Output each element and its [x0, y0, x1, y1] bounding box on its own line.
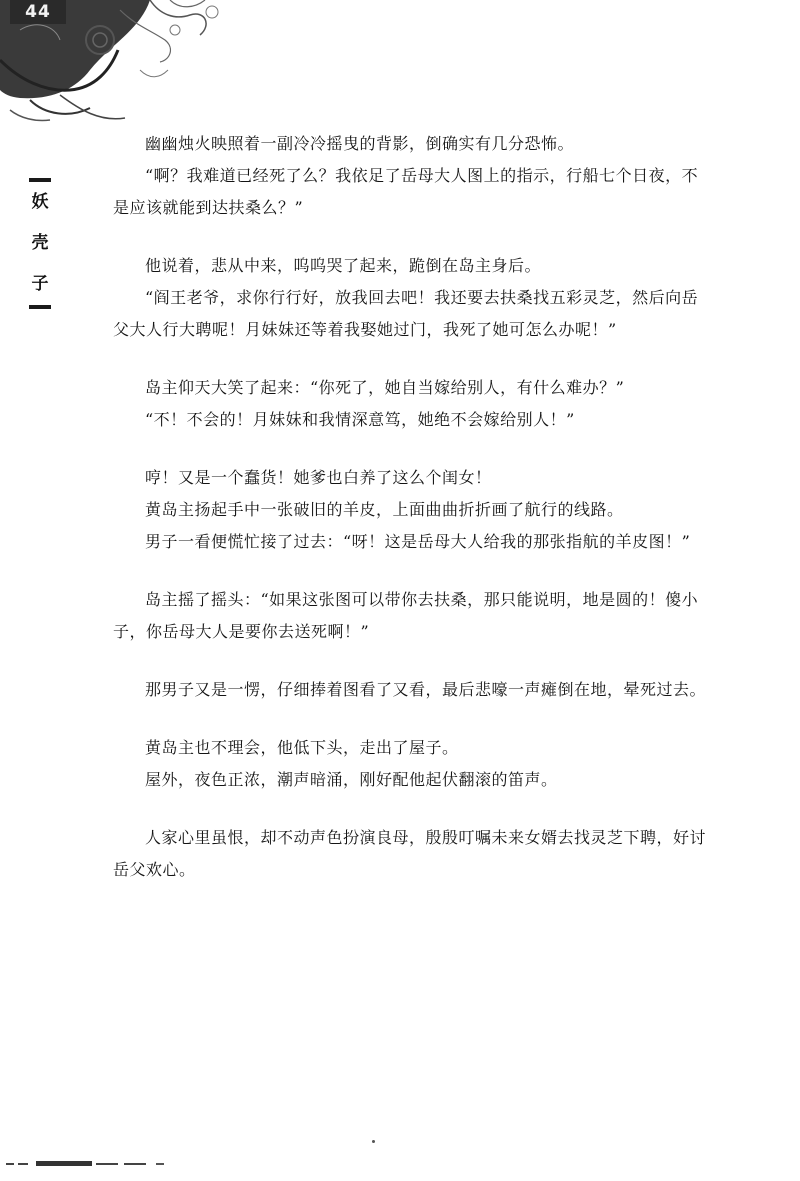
paragraph: 男子一看便慌忙接了过去：“呀！这是岳母大人给我的那张指航的羊皮图！” [145, 532, 691, 551]
paragraph: 岛主仰天大笑了起来：“你死了，她自当嫁给别人，有什么难办？” [145, 378, 625, 397]
paragraph-gap [113, 436, 713, 462]
paragraph-gap [113, 648, 713, 674]
paragraph-gap [113, 706, 713, 732]
paragraph: 黄岛主扬起手中一张破旧的羊皮，上面曲曲折折画了航行的线路。 [145, 500, 624, 519]
paragraph: “不！不会的！月妹妹和我情深意笃，她绝不会嫁给别人！” [145, 410, 575, 429]
paragraph: 屋外，夜色正浓，潮声暗涌，刚好配他起伏翻滚的笛声。 [145, 770, 558, 789]
paragraph: “啊？我难道已经死了么？我依足了岳母大人图上的指示，行船七个日夜，不是应该就能到达扶桑么？” [113, 166, 699, 217]
print-speck [372, 1140, 375, 1143]
paragraph: 幽幽烛火映照着一副冷冷摇曳的背影，倒确实有几分恐怖。 [145, 134, 575, 153]
paragraph: 黄岛主也不理会，他低下头，走出了屋子。 [145, 738, 459, 757]
paragraph-gap [113, 346, 713, 372]
title-bar-bottom [29, 305, 51, 309]
paragraph: 他说着，悲从中来，呜呜哭了起来，跪倒在岛主身后。 [145, 256, 542, 275]
running-title-char: 妖 [31, 192, 49, 212]
paragraph-gap [113, 796, 713, 822]
running-title [28, 178, 52, 309]
paragraph: 哼！又是一个蠢货！她爹也白养了这么个闺女！ [145, 468, 492, 487]
paragraph: 岛主摇了摇头：“如果这张图可以带你去扶桑，那只能说明，地是圆的！傻小子，你岳母大人是要你去送死啊！” [113, 590, 699, 641]
running-title-char: 壳 [31, 233, 49, 253]
footer-rule [6, 1160, 176, 1168]
running-title-char: 子 [31, 274, 49, 294]
paragraph: 那男子又是一愣，仔细捧着图看了又看，最后悲嚎一声瘫倒在地，晕死过去。 [145, 680, 707, 699]
body-text [113, 128, 713, 886]
paragraph-gap [113, 558, 713, 584]
paragraph: “阎王老爷，求你行行好，放我回去吧！我还要去扶桑找五彩灵芝，然后向岳父大人行大聘呢！月妹妹还等着我娶她过门，我死了她可怎么办呢！” [113, 288, 699, 339]
paragraph-gap [113, 224, 713, 250]
title-bar-top [29, 178, 51, 182]
paragraph: 人家心里虽恨，却不动声色扮演良母，殷殷叮嘱未来女婿去找灵芝下聘，好讨岳父欢心。 [113, 828, 707, 879]
page-number: 44 [10, 0, 66, 24]
